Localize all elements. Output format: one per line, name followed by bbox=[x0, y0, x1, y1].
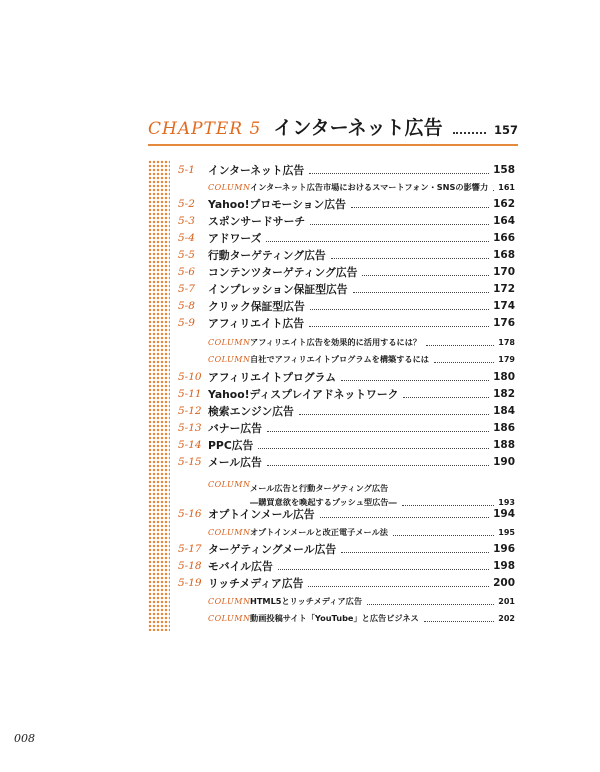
chapter-header bbox=[148, 113, 518, 143]
leader-dots bbox=[310, 309, 489, 310]
leader-dots bbox=[426, 345, 494, 346]
page-number: 201 bbox=[498, 596, 515, 606]
entry-title: インターネット広告市場におけるスマートフォン・SNSの影響力 bbox=[250, 181, 489, 192]
toc-entry bbox=[178, 247, 515, 263]
toc-entry bbox=[178, 403, 515, 419]
section-number: 5-11 bbox=[178, 388, 202, 400]
column-entry bbox=[208, 334, 515, 350]
entry-title: バナー広告 bbox=[208, 421, 262, 435]
entry-title: PPC広告 bbox=[208, 438, 254, 452]
toc-entry bbox=[178, 264, 515, 280]
page-number: 162 bbox=[493, 198, 515, 210]
section-number: 5-6 bbox=[178, 266, 195, 278]
column-entry bbox=[208, 593, 515, 609]
entry-title: 動画投稿サイト「YouTube」と広告ビジネス bbox=[250, 612, 419, 623]
column-label: COLUMN bbox=[208, 337, 251, 347]
page-number: 195 bbox=[498, 527, 515, 537]
entry-title: リッチメディア広告 bbox=[208, 576, 304, 590]
entry-title: 行動ターゲティング広告 bbox=[208, 248, 326, 262]
page-number: 179 bbox=[498, 354, 515, 364]
entry-title: アドワーズ bbox=[208, 231, 262, 245]
entry-title: Yahoo!プロモーション広告 bbox=[208, 197, 346, 211]
leader-dots bbox=[393, 535, 494, 536]
page-number: 158 bbox=[493, 164, 515, 176]
column-label: COLUMN bbox=[208, 354, 251, 364]
column-label: COLUMN bbox=[208, 527, 251, 537]
entry-title: スポンサードサーチ bbox=[208, 214, 306, 228]
chapter-page-number: 157 bbox=[493, 123, 518, 137]
toc-entry bbox=[178, 558, 515, 574]
chapter-label: CHAPTER 5 bbox=[148, 119, 262, 139]
section-number: 5-7 bbox=[178, 283, 195, 295]
page-number: 188 bbox=[493, 439, 515, 451]
toc-entry bbox=[178, 506, 515, 522]
section-number: 5-3 bbox=[178, 215, 195, 227]
leader-dots bbox=[320, 517, 490, 518]
leader-dots bbox=[351, 207, 489, 208]
entry-title: アフィリエイト広告 bbox=[208, 316, 305, 330]
entry-title: オプトインメール広告 bbox=[208, 507, 315, 521]
section-number: 5-9 bbox=[178, 317, 195, 329]
page-number: 170 bbox=[493, 266, 515, 278]
toc-entry bbox=[178, 196, 515, 212]
page-number: 196 bbox=[493, 543, 515, 555]
entry-subtitle: ―購買意欲を喚起するプッシュ型広告― bbox=[250, 496, 397, 507]
page-number: 164 bbox=[493, 215, 515, 227]
page-number: 178 bbox=[498, 337, 515, 347]
entry-title: メール広告 bbox=[208, 455, 262, 469]
entry-title: オプトインメールと改正電子メール法 bbox=[250, 526, 388, 537]
leader-dots bbox=[453, 132, 486, 134]
toc-entry bbox=[178, 315, 515, 331]
page-number: 168 bbox=[493, 249, 515, 261]
leader-dots bbox=[353, 292, 489, 293]
column-entry bbox=[208, 610, 515, 626]
section-number: 5-5 bbox=[178, 249, 195, 261]
entry-title: 自社でアフィリエイトプログラムを構築するには bbox=[250, 353, 429, 364]
entry-title: メール広告と行動ターゲティング広告 bbox=[250, 482, 389, 493]
toc-entry bbox=[178, 162, 515, 178]
section-number: 5-19 bbox=[178, 577, 202, 589]
page-number: 202 bbox=[498, 613, 515, 623]
section-number: 5-2 bbox=[178, 198, 195, 210]
page-number: 200 bbox=[493, 577, 515, 589]
leader-dots bbox=[278, 569, 489, 570]
toc-entry bbox=[178, 437, 515, 453]
section-number: 5-14 bbox=[178, 439, 202, 451]
toc-entry bbox=[178, 230, 515, 246]
entry-title: ターゲティングメール広告 bbox=[208, 542, 337, 556]
page-number: 193 bbox=[498, 497, 515, 507]
leader-dots bbox=[310, 224, 489, 225]
entry-title: インプレッション保証型広告 bbox=[208, 282, 348, 296]
entry-title: Yahoo!ディスプレイアドネットワーク bbox=[208, 387, 399, 401]
leader-dots bbox=[267, 431, 489, 432]
page-number: 194 bbox=[493, 508, 515, 520]
entry-title: クリック保証型広告 bbox=[208, 299, 305, 313]
toc-entry bbox=[178, 281, 515, 297]
toc-entry bbox=[178, 298, 515, 314]
section-number: 5-10 bbox=[178, 371, 202, 383]
column-entry bbox=[208, 351, 515, 367]
leader-dots bbox=[331, 258, 489, 259]
page-number: 166 bbox=[493, 232, 515, 244]
leader-dots bbox=[266, 241, 489, 242]
entry-title: HTML5とリッチメディア広告 bbox=[250, 595, 363, 606]
page-number: 161 bbox=[498, 182, 515, 192]
leader-dots bbox=[424, 621, 495, 622]
column-label: COLUMN bbox=[208, 182, 251, 192]
column-entry bbox=[208, 179, 515, 195]
leader-dots bbox=[403, 397, 489, 398]
leader-dots bbox=[362, 275, 489, 276]
leader-dots bbox=[308, 586, 489, 587]
page-number: 190 bbox=[493, 456, 515, 468]
entry-title: コンテンツターゲティング広告 bbox=[208, 265, 358, 279]
page-number: 174 bbox=[493, 300, 515, 312]
section-number: 5-8 bbox=[178, 300, 195, 312]
page-number: 184 bbox=[493, 405, 515, 417]
toc-entry bbox=[178, 386, 515, 402]
chapter-title: インターネット広告 bbox=[273, 117, 443, 139]
page-folio: 008 bbox=[14, 732, 35, 745]
page-number: 180 bbox=[493, 371, 515, 383]
toc-entry bbox=[178, 541, 515, 557]
page-number: 182 bbox=[493, 388, 515, 400]
dotted-margin-strip bbox=[148, 160, 170, 631]
entry-title: アフィリエイトプログラム bbox=[208, 370, 337, 384]
toc-entry bbox=[178, 575, 515, 591]
toc-entry bbox=[178, 454, 515, 470]
leader-dots bbox=[299, 414, 489, 415]
page-number: 176 bbox=[493, 317, 515, 329]
entry-title: 検索エンジン広告 bbox=[208, 404, 294, 418]
leader-dots bbox=[309, 173, 489, 174]
entry-title: インターネット広告 bbox=[208, 163, 305, 177]
section-number: 5-16 bbox=[178, 508, 202, 520]
chapter-rule bbox=[148, 144, 518, 146]
section-number: 5-18 bbox=[178, 560, 202, 572]
page-number: 172 bbox=[493, 283, 515, 295]
section-number: 5-1 bbox=[178, 164, 195, 176]
section-number: 5-17 bbox=[178, 543, 202, 555]
leader-dots bbox=[267, 465, 489, 466]
column-entry bbox=[208, 524, 515, 540]
leader-dots bbox=[367, 604, 494, 605]
section-number: 5-13 bbox=[178, 422, 202, 434]
toc-entry bbox=[178, 213, 515, 229]
leader-dots bbox=[493, 190, 494, 191]
toc-entry bbox=[178, 420, 515, 436]
page-number: 198 bbox=[493, 560, 515, 572]
section-number: 5-4 bbox=[178, 232, 195, 244]
leader-dots bbox=[258, 448, 489, 449]
column-label: COLUMN bbox=[208, 613, 251, 623]
column-label: COLUMN bbox=[208, 480, 251, 489]
leader-dots bbox=[341, 380, 489, 381]
entry-title: アフィリエイト広告を効果的に活用するには？ bbox=[250, 336, 422, 347]
column-label: COLUMN bbox=[208, 596, 251, 606]
toc-entry bbox=[178, 369, 515, 385]
section-number: 5-15 bbox=[178, 456, 202, 468]
entry-title: モバイル広告 bbox=[208, 559, 273, 573]
leader-dots bbox=[341, 552, 489, 553]
leader-dots bbox=[434, 362, 494, 363]
section-number: 5-12 bbox=[178, 405, 202, 417]
leader-dots bbox=[309, 326, 489, 327]
page-number: 186 bbox=[493, 422, 515, 434]
